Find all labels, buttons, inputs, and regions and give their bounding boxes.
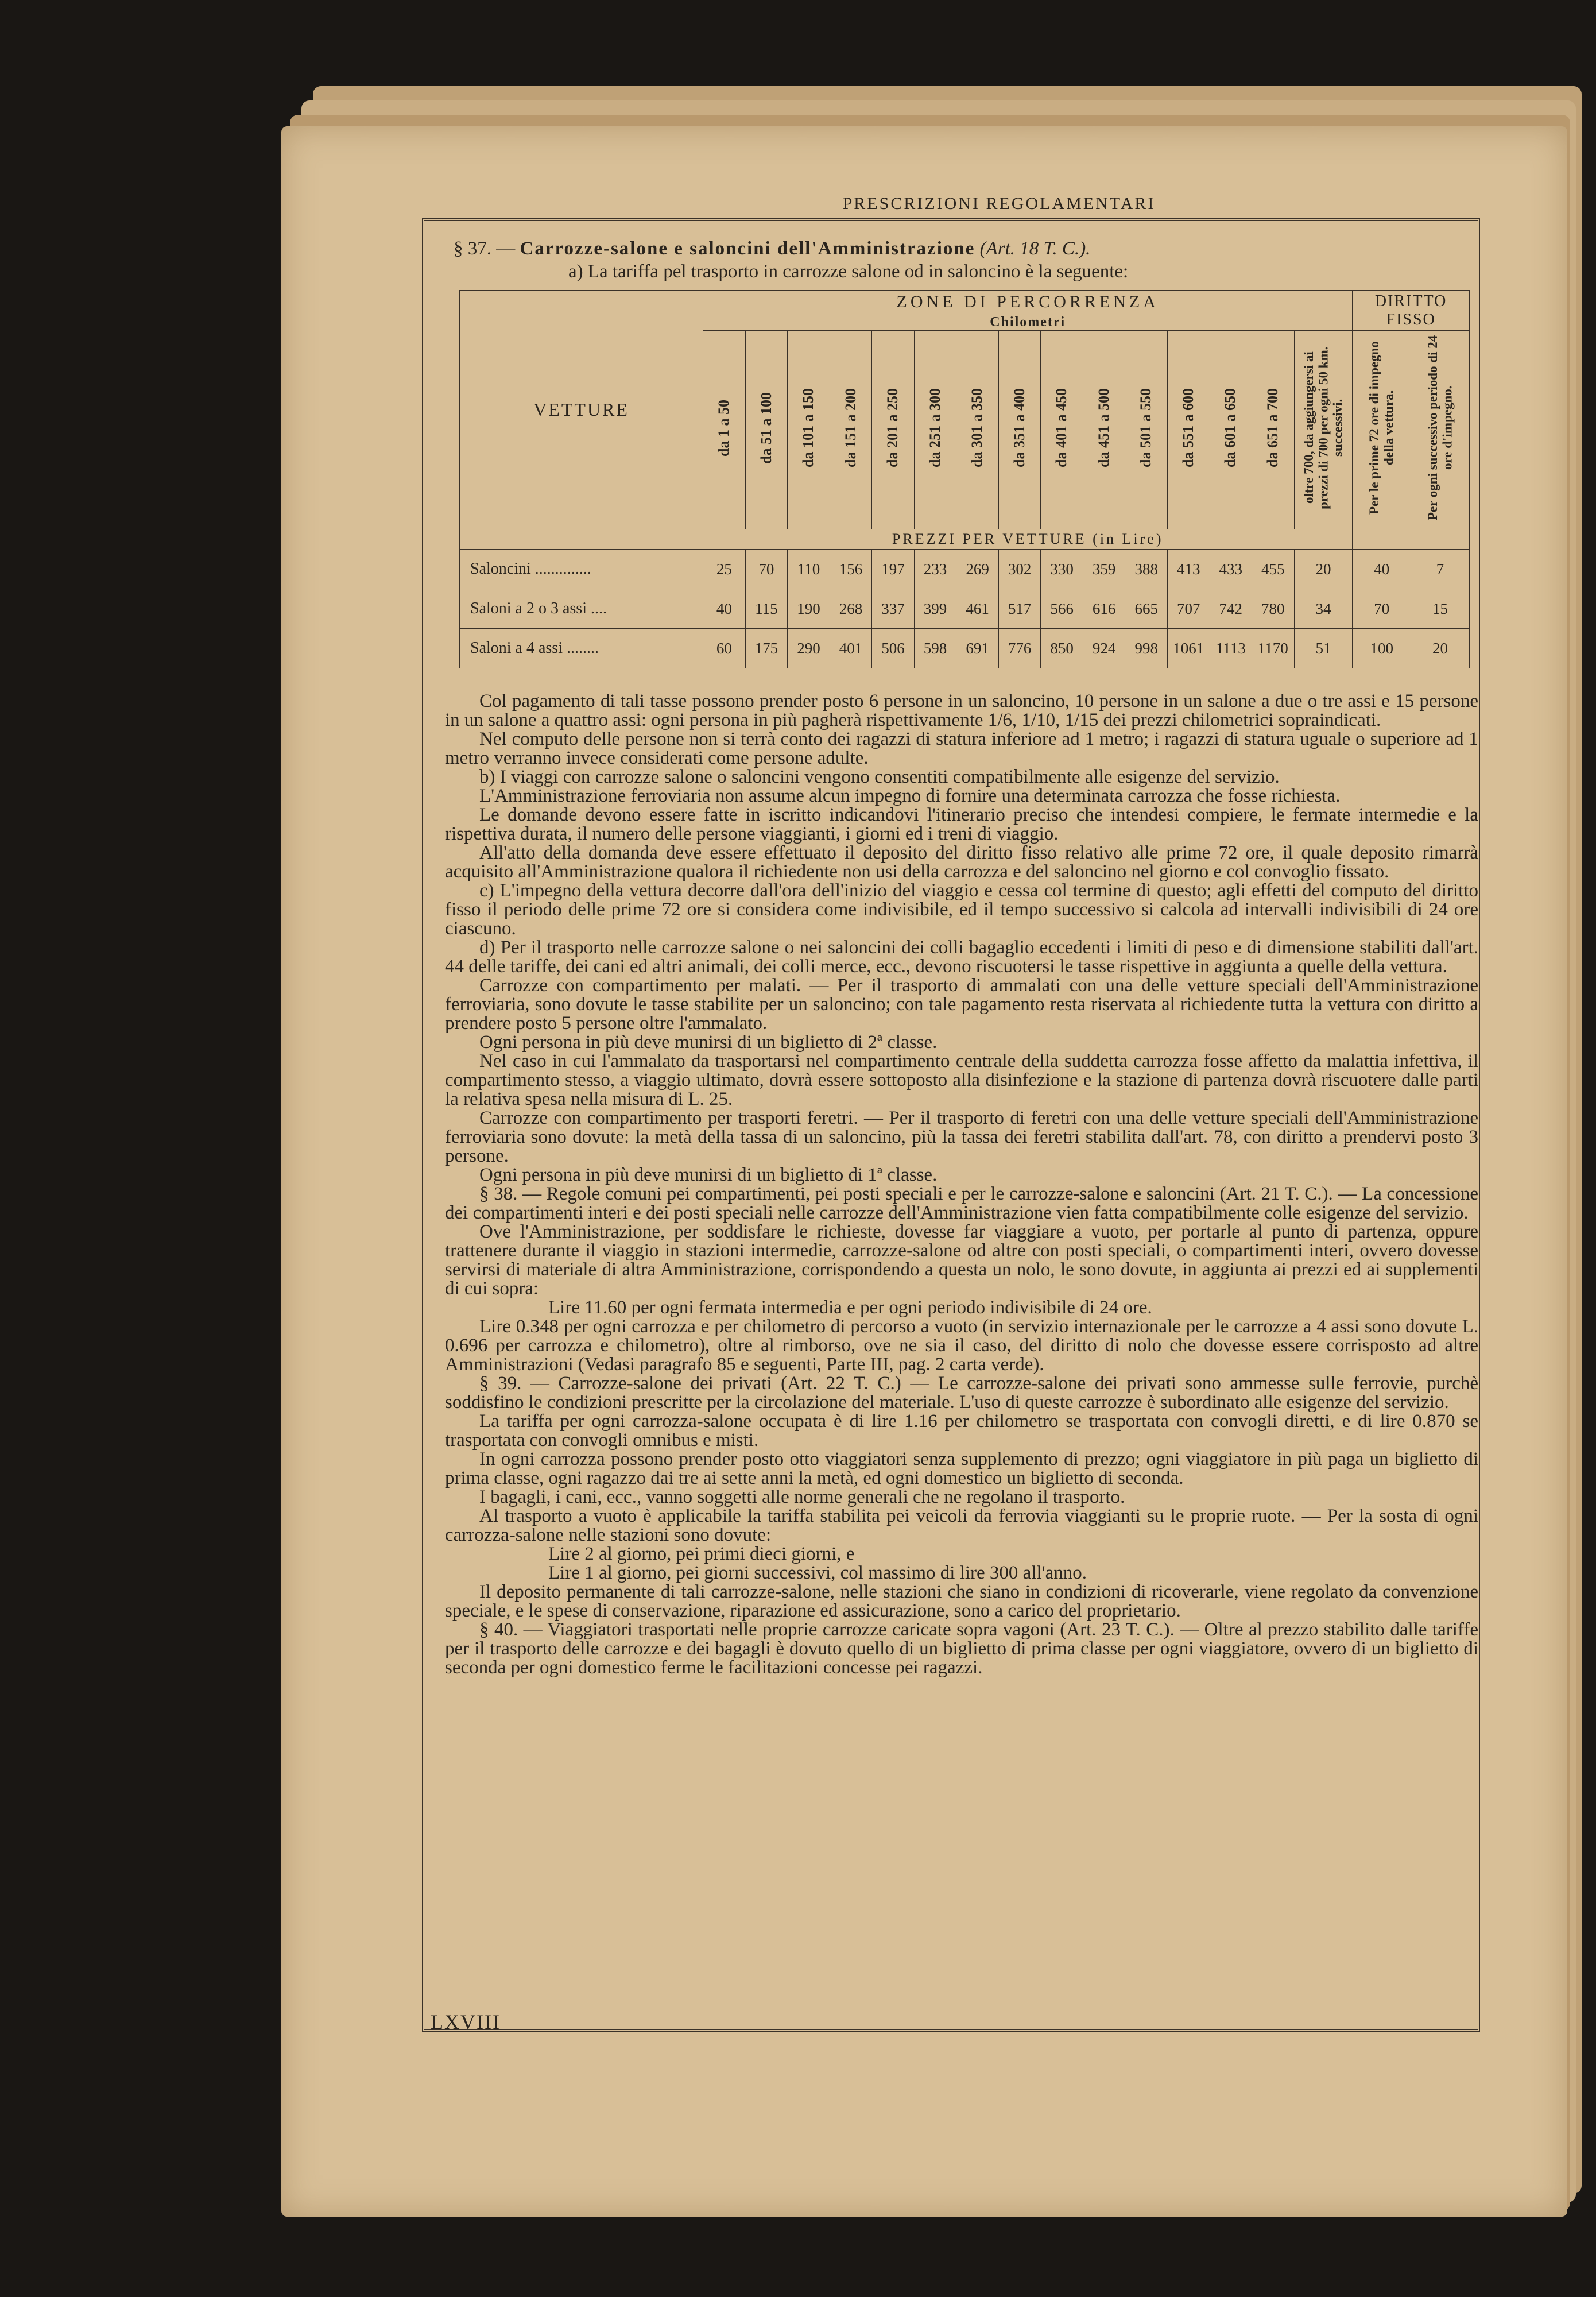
table-cell: 566 [1041,589,1083,629]
table-cell: 60 [703,629,746,668]
paragraph: § 40. — Viaggiatori trasportati nelle proprie carrozze caricate sopra vagoni (Art. 23 T. C.). — Oltre al prezzo stabilito dalle tariffe per il trasporto delle carrozze e dei bagagli è dovuto quello di un biglietto di prima classe per ogni viaggiatore, ovvero di un biglietto di seconda per ogni domestico ferme le facilitazioni concesse pei ragazzi. [445,1619,1478,1678]
table-cell: 40 [1353,550,1411,589]
paragraph: Col pagamento di tali tasse possono prender posto 6 persone in un saloncino, 10 persone in un salone a due o tre assi e 15 persone in un salone a quattro assi: ogni persona in più pagherà rispettivamente 1/6, 1/10, 1/15 dei prezzi chilometrici sopraindicati. [445,691,1478,730]
zone-column-header [1041,331,1083,529]
paragraph: d) Per il trasporto nelle carrozze salone o nei saloncini dei colli bagaglio eccedenti i limiti di peso e di dimensione stabiliti dall'art. 44 delle tariffe, dei cani ed altri animali, dei colli merce, ecc., devono riscuotersi le tasse rispettive in aggiunta a quelle della vettura. [445,937,1478,977]
zone-column-header [745,331,788,529]
paragraph: § 38. — Regole comuni pei compartimenti, pei posti speciali e per le carrozze-salone e saloncini (Art. 21 T. C.). — La concessione dei compartimenti interi e dei posti speciali nelle carrozze dell'Amministrazione vien fatta compatibilmente colle esigenze del servizio. [445,1184,1478,1223]
vetture-header: VETTURE [460,291,703,529]
paragraph: Le domande devono essere fatte in iscritto indicandovi l'itinerario preciso che intendesi compiere, le fermate intermedie e la rispettiva durata, il numero delle persone viaggianti, i giorni ed i treni di viaggio. [445,805,1478,844]
zone-column-label: da 1 a 50 [715,399,733,457]
table-cell: 40 [703,589,746,629]
zone-column-label: da 551 a 600 [1179,388,1196,467]
paragraph: La tariffa per ogni carrozza-salone occupata è di lire 1.16 per chilometro se trasportata con convogli diretti, e di lire 0.870 se trasportata con convogli omnibus e misti. [445,1411,1478,1451]
table-cell: 70 [1353,589,1411,629]
paragraph: Lire 2 al giorno, pei primi dieci giorni, e [548,1544,855,1564]
zone-column-header [1125,331,1168,529]
zone-header: ZONE DI PERCORRENZA [703,291,1353,314]
table-cell: 110 [788,550,830,589]
table-cell: 665 [1125,589,1168,629]
table-cell: 742 [1210,589,1252,629]
table-cell: 51 [1294,629,1353,668]
zone-column-label: da 401 a 450 [1053,388,1070,467]
table-cell: 34 [1294,589,1353,629]
table-cell: 268 [830,589,872,629]
paragraph: L'Amministrazione ferroviaria non assume alcun impegno di fornire una determinata carrozza che fosse richiesta. [479,786,1341,806]
fisso-72-column-header-label: Per le prime 72 ore di impegno della vettura. [1367,341,1396,515]
zone-column-header [1083,331,1125,529]
table-cell: 330 [1041,550,1083,589]
chilometri-header: Chilometri [703,314,1353,331]
zone-column-label: da 201 a 250 [884,388,901,467]
fisso-24-column-header-label: Per ogni successivo periodo di 24 ore d'impegno. [1425,335,1455,521]
section-37-intro: a) La tariffa pel trasporto in carrozze salone od in saloncino è la seguente: [568,261,1129,282]
table-cell: 776 [998,629,1041,668]
paragraph: Al trasporto a vuoto è applicabile la tariffa stabilita pei veicoli da ferrovia viaggianti su le proprie ruote. — Per la sosta di ogni carrozza-salone nelle stazioni sono dovute: [445,1506,1478,1545]
zone-column-header [1252,331,1295,529]
paragraph: In ogni carrozza possono prender posto otto viaggiatori senza supplemento di prezzo; ogni viaggiatore in più paga un biglietto di prima classe, ogni ragazzo dai tre ai sette anni la metà, ed ogni domestico un biglietto di seconda. [445,1449,1478,1488]
table-row [460,629,1470,668]
table-cell: 399 [914,589,956,629]
zone-column-label: da 151 a 200 [842,388,859,467]
table-cell: 616 [1083,589,1125,629]
diritto-fisso-header: DIRITTO FISSO [1353,291,1470,331]
table-cell: 1113 [1210,629,1252,668]
zone-column-header [1167,331,1210,529]
table-cell: 461 [956,589,999,629]
table-row [460,589,1470,629]
table-cell: 691 [956,629,999,668]
paragraph: Ove l'Amministrazione, per soddisfare le richieste, dovesse far viaggiare a vuoto, per portarle al punto di partenza, oppure trattenere durante il viaggio in stazioni intermedie, carrozze-salone od altre con posti speciali, o compartimenti interi, ovvero dovesse servirsi di materiale di altra Amministrazione, corrispondendo a questa un nolo, le sono dovute, in aggiunta ai prezzi ed ai supplementi di cui sopra: [445,1221,1478,1299]
table-cell: 302 [998,550,1041,589]
table-cell: 413 [1167,550,1210,589]
table-cell: 20 [1411,629,1470,668]
table-cell: 20 [1294,550,1353,589]
oltre-column-header-label: oltre 700, da aggiungersi ai prezzi di 700 per ogni 50 km. successivi. [1301,346,1345,509]
paragraph: § 39. — Carrozze-salone dei privati (Art. 22 T. C.) — Le carrozze-salone dei privati sono ammesse sulle ferrovie, purchè soddisfino le condizioni prescritte per la circolazione del materiale. L'uso di queste carrozze è subordinato alle esigenze del servizio. [445,1373,1478,1413]
zone-column-header [914,331,956,529]
zone-column-header [956,331,999,529]
zone-column-label: da 651 a 700 [1264,388,1281,467]
paragraph: Lire 0.348 per ogni carrozza e per chilometro di percorso a vuoto (in servizio internazionale per le carrozze a 4 assi sono dovute L. 0.696 per carrozza e chilometro), oltre al rimborso, ove ne sia il caso, del diritto di nolo che dovesse essere corrisposto ad altre Amministrazioni (Vedasi paragrafo 85 e seguenti, Parte III, pag. 2 carta verde). [445,1316,1478,1375]
table-cell: 25 [703,550,746,589]
paragraph: c) L'impegno della vettura decorre dall'ora dell'inizio del viaggio e cessa col termine di questo; agli effetti del computo del diritto fisso il periodo delle prime 72 ore si considera come indivisibile, ed il tempo successivo si calcola ad intervalli indivisibili di 24 ore ciascuno. [445,880,1478,939]
section-37-title: Carrozze-salone e saloncini dell'Amministrazione [520,238,975,259]
paragraph: Il deposito permanente di tali carrozze-salone, nelle stazioni che siano in condizioni di ricoverarle, viene regolato da convenzione speciale, e le spese di conservazione, riparazione ed assicurazione, sono a carico del proprietario. [445,1581,1478,1621]
table-cell: 7 [1411,550,1470,589]
zone-column-header [830,331,872,529]
table-cell: 598 [914,629,956,668]
paragraph: Lire 1 al giorno, pei giorni successivi, col massimo di lire 300 all'anno. [548,1563,1087,1583]
zone-column-header [872,331,915,529]
paragraph: Lire 11.60 per ogni fermata intermedia e per ogni periodo indivisibile di 24 ore. [548,1297,1152,1318]
zone-column-label: da 51 a 100 [757,392,774,464]
fisso-72-column-header [1353,331,1411,529]
table-cell: 233 [914,550,956,589]
table-cell: 15 [1411,589,1470,629]
row-label: Saloncini .............. [460,550,703,589]
row-label: Saloni a 2 o 3 assi .... [460,589,703,629]
paragraph: Carrozze con compartimento per trasporti feretri. — Per il trasporto di feretri con una delle vetture speciali dell'Amministrazione ferroviaria sono dovute: la metà della tassa di un saloncino, più la tassa dei feretri stabilita dall'art. 78, con diritto a prendervi posto 3 persone. [445,1108,1478,1166]
fisso-24-column-header [1411,331,1470,529]
table-cell: 998 [1125,629,1168,668]
zone-column-header [1210,331,1252,529]
row-label: Saloni a 4 assi ........ [460,629,703,668]
zone-column-label: da 251 a 300 [926,388,943,467]
table-cell: 290 [788,629,830,668]
table-cell: 850 [1041,629,1083,668]
page-number: LXVIII [431,2010,501,2033]
running-head: PRESCRIZIONI REGOLAMENTARI [842,194,1156,213]
zone-column-label: da 601 a 650 [1222,388,1239,467]
table-cell: 780 [1252,589,1295,629]
table-cell: 156 [830,550,872,589]
zone-column-label: da 301 a 350 [969,388,986,467]
table-cell: 197 [872,550,915,589]
table-row [460,550,1470,589]
zone-column-header [788,331,830,529]
table-cell: 506 [872,629,915,668]
section-37-ref: (Art. 18 T. C.). [979,238,1091,259]
table-cell: 1061 [1167,629,1210,668]
paragraph: Ogni persona in più deve munirsi di un biglietto di 2ª classe. [479,1032,938,1053]
table-cell: 924 [1083,629,1125,668]
table-cell: 359 [1083,550,1125,589]
table-cell: 401 [830,629,872,668]
table-cell: 388 [1125,550,1168,589]
table-cell: 707 [1167,589,1210,629]
zone-column-label: da 101 a 150 [800,388,817,467]
table-cell: 337 [872,589,915,629]
table-cell: 70 [745,550,788,589]
oltre-column-header [1294,331,1353,529]
paragraph: All'atto della domanda deve essere effettuato il deposito del diritto fisso relativo alle prime 72 ore, il quale deposito rimarrà acquisito all'Amministrazione qualora il richiedente non usi della carrozza e del saloncino nel giorno e col convoglio fissato. [445,842,1478,882]
paragraph: b) I viaggi con carrozze salone o saloncini vengono consentiti compatibilmente alle esigenze del servizio. [479,767,1280,787]
table-cell: 269 [956,550,999,589]
zone-column-label: da 501 a 550 [1137,388,1155,467]
paragraph: Nel computo delle persone non si terrà conto dei ragazzi di statura inferiore ad 1 metro; i ragazzi di statura uguale o superiore ad 1 metro verranno invece considerati come persone adulte. [445,729,1478,768]
prezzi-spacer-right [1353,529,1470,550]
table-cell: 115 [745,589,788,629]
prezzi-spacer [460,529,703,550]
prezzi-header: PREZZI PER VETTURE (in Lire) [703,529,1353,550]
table-body [460,550,1470,668]
table-cell: 455 [1252,550,1295,589]
zone-column-header [703,331,746,529]
table-cell: 175 [745,629,788,668]
paragraph: Nel caso in cui l'ammalato da trasportarsi nel compartimento centrale della suddetta carrozza fosse affetto da malattia infettiva, il compartimento stesso, a viaggio ultimato, dovrà essere sottoposto alla disinfezione e la stazione di partenza dovrà riscuotere dalle parti la relativa spesa nella misura di L. 25. [445,1051,1478,1109]
paragraph: I bagagli, i cani, ecc., vanno soggetti alle norme generali che ne regolano il trasporto. [479,1487,1125,1507]
body-text [445,692,1478,1677]
table-cell: 190 [788,589,830,629]
zone-column-header [998,331,1041,529]
paragraph: Ogni persona in più deve munirsi di un biglietto di 1ª classe. [479,1165,938,1185]
tariff-table [459,290,1470,668]
section-37-heading [454,238,1464,260]
zone-column-label: da 451 a 500 [1095,388,1112,467]
paragraph: Carrozze con compartimento per malati. — Per il trasporto di ammalati con una delle vetture speciali dell'Amministrazione ferroviaria, sono dovute le tasse stabilite per un saloncino; con tale pagamento resta riservata al richiedente tutta la vettura con diritto a prendere posto 5 persone oltre l'ammalato. [445,975,1478,1034]
table-cell: 433 [1210,550,1252,589]
table-cell: 1170 [1252,629,1295,668]
table-cell: 517 [998,589,1041,629]
zone-column-label: da 351 a 400 [1010,388,1028,467]
section-37-prefix: § 37. — [454,238,520,259]
table-cell: 100 [1353,629,1411,668]
